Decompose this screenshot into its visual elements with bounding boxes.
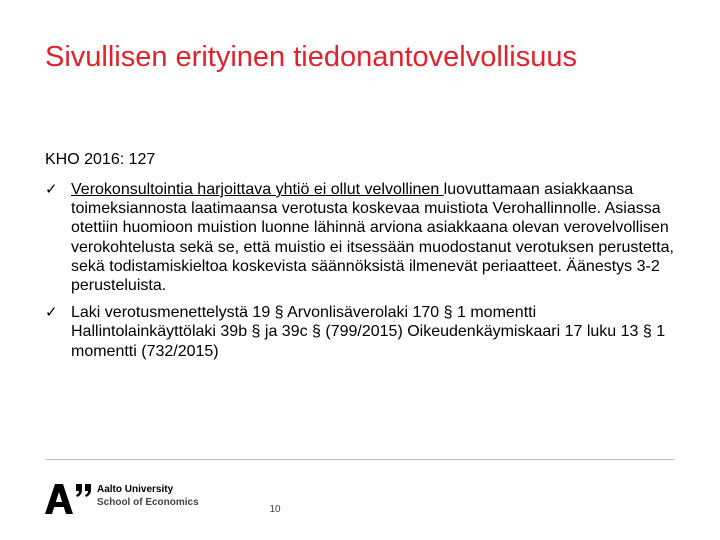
- bullet-item-legislation: [45, 303, 685, 361]
- logo-school: School of Economics: [97, 497, 199, 508]
- aalto-a-logo-icon: [45, 482, 95, 516]
- bullet-text: luovuttamaan asiakkaansa toimeksiannosta laatimaansa verotusta koskevaa muistiota Verohallinnolle. Asiassa otettiin huomioon muistion luonne lähinnä arviona asiakkaana olevan verovelvollisen verokohtelusta sekä se, että muistio ei itsessään muodostanut verotuksen perustetta, sekä todistamiskieltoa koskevista säännöksistä ilmenevät periaatteet. Äänestys 3-2 perusteluista.: [71, 181, 674, 295]
- check-icon: ✓: [45, 180, 58, 198]
- aalto-logo: [45, 482, 215, 516]
- check-icon: ✓: [45, 303, 58, 322]
- logo-text: [97, 483, 199, 509]
- logo-university: Aalto University: [97, 484, 174, 495]
- bullet-underlined-text: Verokonsultointia harjoittava yhtiö ei ollut velvollinen: [71, 181, 444, 198]
- case-reference: KHO 2016: 127: [45, 151, 156, 168]
- bullet-text: Laki verotusmenettelystä 19 § Arvonlisäverolaki 170 § 1 momentti Hallintolainkäyttölaki 39b § ja 39c § (799/2015) Oikeudenkäymiskaari 17 luku 13 § 1 momentti (732/2015): [71, 304, 666, 360]
- page-number: 10: [269, 504, 281, 515]
- slide-content: [45, 150, 685, 369]
- bullet-item-decision: [45, 180, 685, 295]
- footer-divider: [45, 459, 675, 460]
- slide-title: Sivullisen erityinen tiedonantovelvollisuus: [45, 41, 577, 73]
